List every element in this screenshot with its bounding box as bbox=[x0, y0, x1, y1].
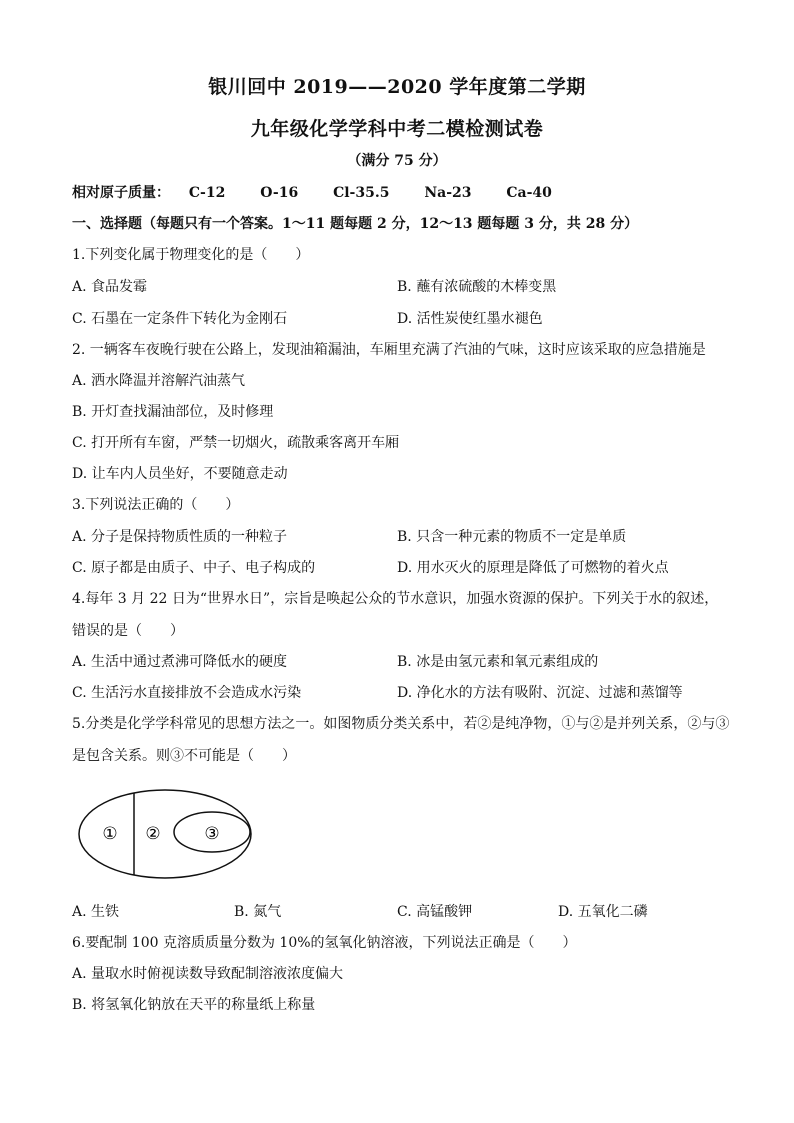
exam-title-line2: 九年级化学学科中考二模检测试卷 bbox=[250, 118, 544, 140]
full-score: （满分 75 分） bbox=[347, 153, 447, 169]
question-5-stem-line2: 是包含关系。则③不可能是（ ） bbox=[72, 748, 296, 764]
question-5-option-c: C. 高锰酸钾 bbox=[397, 904, 473, 920]
question-2-stem: 2. 一辆客车夜晚行驶在公路上，发现油箱漏油，车厢里充满了汽油的气味，这时应该采取的应急措施是 bbox=[72, 342, 706, 358]
question-6-option-a: A. 量取水时俯视读数导致配制溶液浓度偏大 bbox=[72, 966, 344, 982]
atomic-mass-item: Na-23 bbox=[424, 185, 472, 201]
atomic-mass-item: Cl-35.5 bbox=[333, 185, 390, 201]
question-4-stem-line2: 错误的是（ ） bbox=[72, 623, 184, 639]
diagram-label-1: ① bbox=[102, 824, 118, 844]
question-4-stem-line1: 4.每年 3 月 22 日为“世界水日”，宗旨是唤起公众的节水意识，加强水资源的保护。下列关于水的叙述， bbox=[72, 591, 719, 607]
question-5-option-b: B. 氮气 bbox=[234, 904, 282, 920]
classification-diagram bbox=[76, 786, 256, 882]
diagram-label-2: ② bbox=[145, 824, 161, 844]
diagram-label-3: ③ bbox=[204, 824, 220, 844]
question-5-stem-line1: 5.分类是化学学科常见的思想方法之一。如图物质分类关系中，若②是纯净物，①与②是并列关系，②与③ bbox=[72, 716, 730, 732]
question-5-option-d: D. 五氧化二磷 bbox=[558, 904, 648, 920]
question-3-option-d: D. 用水灭火的原理是降低了可燃物的着火点 bbox=[397, 560, 669, 576]
question-1-option-d: D. 活性炭使红墨水褪色 bbox=[397, 311, 543, 327]
question-2-option-c: C. 打开所有车窗，严禁一切烟火，疏散乘客离开车厢 bbox=[72, 435, 400, 451]
question-4-option-d: D. 净化水的方法有吸附、沉淀、过滤和蒸馏等 bbox=[397, 685, 683, 701]
question-1-option-c: C. 石墨在一定条件下转化为金刚石 bbox=[72, 311, 288, 327]
question-1-option-a: A. 食品发霉 bbox=[72, 279, 148, 295]
question-1-stem: 1.下列变化属于物理变化的是（ ） bbox=[72, 247, 310, 263]
question-4-option-c: C. 生活污水直接排放不会造成水污染 bbox=[72, 685, 302, 701]
question-1-option-b: B. 蘸有浓硫酸的木棒变黑 bbox=[397, 279, 557, 295]
question-6-stem: 6.要配制 100 克溶质质量分数为 10%的氢氧化钠溶液，下列说法正确是（ ） bbox=[72, 935, 577, 951]
question-5-option-a: A. 生铁 bbox=[72, 904, 120, 920]
question-3-option-c: C. 原子都是由质子、中子、电子构成的 bbox=[72, 560, 316, 576]
question-3-option-a: A. 分子是保持物质性质的一种粒子 bbox=[72, 529, 288, 545]
question-2-option-a: A. 洒水降温并溶解汽油蒸气 bbox=[72, 373, 246, 389]
atomic-mass-item: Ca-40 bbox=[506, 185, 552, 201]
section-heading: 一、选择题（每题只有一个答案。1～11 题每题 2 分，12～13 题每题 3 分，共 28 分） bbox=[72, 216, 639, 232]
atomic-mass-label: 相对原子质量： bbox=[72, 185, 170, 201]
question-4-option-a: A. 生活中通过煮沸可降低水的硬度 bbox=[72, 654, 288, 670]
question-2-option-b: B. 开灯查找漏油部位，及时修理 bbox=[72, 404, 274, 420]
atomic-mass-item: O-16 bbox=[260, 185, 299, 201]
question-2-option-d: D. 让车内人员坐好，不要随意走动 bbox=[72, 466, 288, 482]
question-6-option-b: B. 将氢氧化钠放在天平的称量纸上称量 bbox=[72, 997, 316, 1013]
atomic-mass-line bbox=[72, 182, 582, 202]
question-3-option-b: B. 只含一种元素的物质不一定是单质 bbox=[397, 529, 627, 545]
question-4-option-b: B. 冰是由氢元素和氧元素组成的 bbox=[397, 654, 599, 670]
atomic-mass-item: C-12 bbox=[188, 185, 226, 201]
question-3-stem: 3.下列说法正确的（ ） bbox=[72, 497, 240, 513]
exam-title-line1: 银川回中 2019——2020 学年度第二学期 bbox=[208, 76, 586, 98]
